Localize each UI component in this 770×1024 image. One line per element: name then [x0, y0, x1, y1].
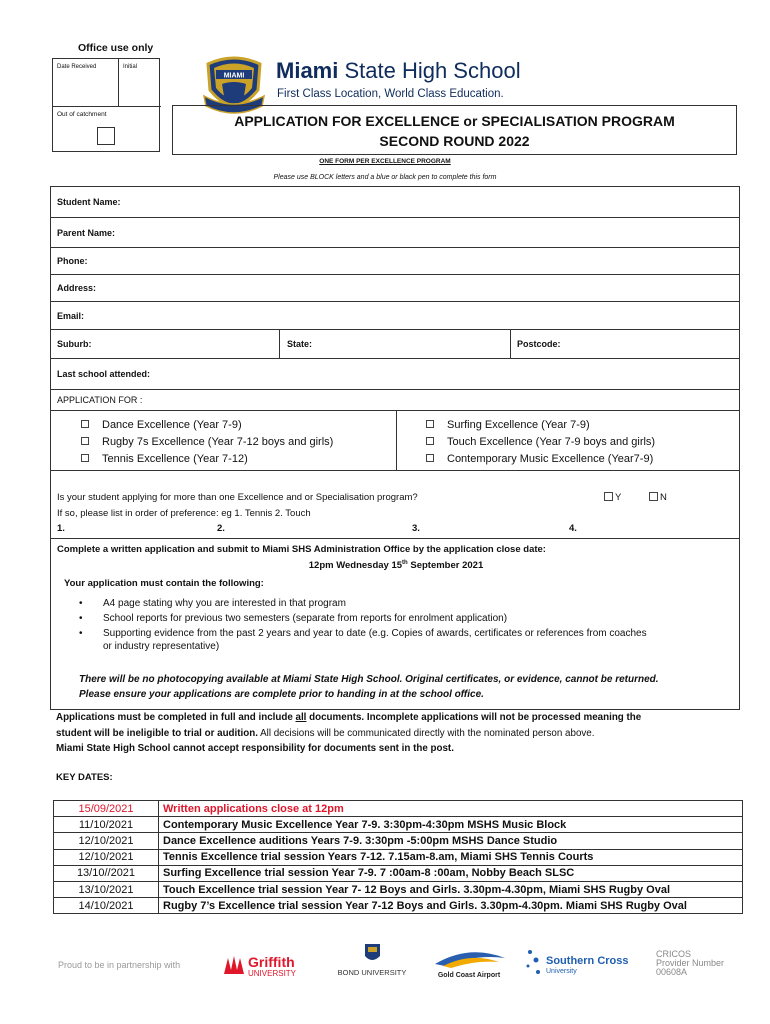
no-option[interactable] — [649, 492, 667, 503]
order-note: If so, please list in order of preference: eg 1. Tennis 2. Touch — [57, 508, 311, 519]
school-tagline: First Class Location, World Class Education. — [277, 88, 504, 100]
form-title-line1: APPLICATION FOR EXCELLENCE or SPECIALISATION PROGRAM — [234, 113, 675, 129]
application-for-row — [51, 390, 739, 411]
suburb-state-postcode-row — [51, 330, 739, 359]
date-cell: 13/10//2021 — [54, 865, 159, 881]
event-cell: Written applications close at 12pm — [159, 801, 743, 817]
checkbox[interactable] — [426, 454, 434, 462]
bond-university-logo — [330, 942, 415, 980]
no-label: N — [660, 492, 667, 503]
applications-note-line3: Miami State High School cannot accept responsibility for documents sent in the post. — [56, 743, 454, 754]
griffith-logo — [222, 950, 317, 980]
last-school-field[interactable] — [51, 359, 739, 390]
email-field[interactable] — [51, 302, 739, 330]
student-name-label: Student Name: — [57, 197, 121, 207]
table-row — [54, 881, 743, 897]
date-received-label: Date Received — [57, 64, 97, 70]
last-school-label: Last school attended: — [57, 369, 151, 379]
preference-3[interactable]: 3. — [412, 523, 420, 534]
checkbox[interactable] — [649, 492, 658, 501]
divider — [396, 411, 397, 471]
contain-heading: Your application must contain the following: — [64, 578, 264, 589]
applications-note-line1 — [56, 710, 746, 726]
multi-program-question: Is your student applying for more than one Excellence and or Specialisation program? — [57, 492, 418, 503]
student-name-field[interactable] — [51, 187, 739, 218]
school-name — [276, 58, 521, 84]
list-item: • School reports for previous two semesters (separate from reports for enrolment application) — [77, 611, 647, 626]
griffith-name: Griffith — [248, 954, 295, 970]
note-text: student will be ineligible to trial or audition. — [56, 727, 258, 739]
form-title-box — [172, 105, 737, 155]
cricos-line3: 00608A — [656, 967, 688, 977]
program-label: Touch Excellence (Year 7-9 boys and girls) — [447, 436, 656, 448]
address-label: Address: — [57, 283, 97, 293]
photocopy-notice: There will be no photocopying available at Miami State High School. Original certificates, or evidence, cannot be returned. — [79, 674, 659, 685]
one-form-note: ONE FORM PER EXCELLENCE PROGRAM — [319, 158, 451, 165]
applications-note-line2 — [56, 726, 746, 742]
program-option-dance[interactable] — [81, 419, 242, 431]
table-row — [54, 817, 743, 833]
applications-note — [56, 710, 746, 757]
divider — [510, 330, 511, 359]
griffith-sub: UNIVERSITY — [248, 969, 297, 978]
program-label: Tennis Excellence (Year 7-12) — [102, 453, 248, 465]
preference-4[interactable]: 4. — [569, 523, 577, 534]
note-text: All decisions will be communicated directly with the nominated person above. — [257, 727, 595, 739]
event-cell: Touch Excellence trial session Year 7- 12 Boys and Girls. 3.30pm-4.30pm, Miami SHS Rugby Oval — [159, 881, 743, 897]
event-cell: Tennis Excellence trial session Years 7-12. 7.15am-8.am, Miami SHS Tennis Courts — [159, 849, 743, 865]
date-cell: 12/10/2021 — [54, 833, 159, 849]
date-cell: 11/10/2021 — [54, 817, 159, 833]
address-field[interactable] — [51, 275, 739, 302]
partnership-text: Proud to be in partnership with — [58, 960, 181, 970]
event-cell: Contemporary Music Excellence Year 7-9. 3:30pm-4:30pm MSHS Music Block — [159, 817, 743, 833]
cricos-line2: Provider Number — [656, 958, 725, 968]
southern-cross-logo — [524, 946, 636, 978]
application-form — [50, 186, 740, 710]
table-row — [54, 833, 743, 849]
gold-coast-airport-logo — [425, 944, 513, 980]
parent-name-label: Parent Name: — [57, 227, 116, 238]
application-for-label: APPLICATION FOR : — [57, 395, 143, 405]
date-cell: 14/10/2021 — [54, 898, 159, 914]
form-title-line2: SECOND ROUND 2022 — [379, 133, 530, 149]
date-cell: 13/10/2021 — [54, 881, 159, 897]
date-cell: 15/09/2021 — [54, 801, 159, 817]
program-option-rugby[interactable] — [81, 436, 333, 448]
event-cell: Surfing Excellence trial session Year 7-9. 7 :00am-8 :00am, Nobby Beach SLSC — [159, 865, 743, 881]
close-date — [51, 560, 741, 571]
close-date-main: 12pm Wednesday 15 — [308, 560, 403, 572]
table-row — [54, 898, 743, 914]
initial-label: Initial — [123, 64, 138, 70]
table-row — [54, 865, 743, 881]
date-received-cell[interactable] — [53, 59, 119, 107]
submit-heading: Complete a written application and submit to Miami SHS Administration Office by the application close date: — [57, 544, 546, 555]
southern-name: Southern Cross — [546, 955, 629, 967]
close-date-suffix: th — [402, 560, 408, 566]
suburb-label: Suburb: — [57, 339, 92, 349]
program-option-tennis[interactable] — [81, 453, 248, 465]
email-label: Email: — [57, 310, 85, 321]
program-option-music[interactable] — [426, 453, 653, 465]
table-row — [54, 801, 743, 817]
phone-field[interactable] — [51, 248, 739, 275]
postcode-label: Postcode: — [517, 339, 561, 349]
school-name-rest: State High School — [338, 58, 521, 83]
preference-2[interactable]: 2. — [217, 523, 225, 534]
out-of-catchment-checkbox[interactable] — [97, 127, 115, 145]
program-option-touch[interactable] — [426, 436, 655, 448]
block-letters-note: Please use BLOCK letters and a blue or black pen to complete this form — [273, 174, 497, 181]
note-text: documents. Incomplete applications will not be processed meaning the — [306, 712, 642, 723]
event-cell: Rugby 7’s Excellence trial session Year 7-12 Boys and Girls. 3.30pm-4.30pm. Miami SHS Rugby Oval — [159, 898, 743, 914]
requirements-continuation: or industry representative) — [103, 641, 220, 652]
list-item: • Supporting evidence from the past 2 years and year to date (e.g. Copies of awards, certificates or references from coaches — [77, 626, 647, 641]
school-name-bold: Miami — [276, 58, 339, 83]
complete-notice: Please ensure your applications are complete prior to handing in at the school office. — [79, 689, 484, 700]
program-label: Surfing Excellence (Year 7-9) — [447, 419, 590, 431]
checkbox[interactable] — [81, 420, 89, 428]
table-row — [54, 849, 743, 865]
note-text: Applications must be completed in full and include — [56, 712, 296, 723]
checkbox[interactable] — [81, 437, 89, 445]
multi-program-row — [51, 471, 739, 539]
office-use-title: Office use only — [78, 42, 154, 54]
checkbox[interactable] — [81, 454, 89, 462]
preference-1[interactable]: 1. — [57, 523, 65, 534]
note-all: all — [295, 712, 307, 723]
checkbox[interactable] — [604, 492, 613, 501]
requirements-list — [77, 596, 647, 641]
cricos-line1: CRICOS — [656, 949, 692, 959]
phone-label: Phone: — [57, 256, 88, 266]
list-item: • A4 page stating why you are interested in that program — [77, 596, 647, 611]
bond-name: BOND UNIVERSITY — [337, 968, 407, 977]
out-of-catchment-label: Out of catchment — [57, 111, 107, 118]
key-dates-title: KEY DATES: — [56, 772, 113, 783]
office-use-box — [52, 58, 160, 152]
program-label: Contemporary Music Excellence (Year7-9) — [447, 453, 654, 465]
state-label: State: — [287, 339, 313, 349]
yes-option[interactable] — [604, 492, 621, 503]
event-cell: Dance Excellence auditions Years 7-9. 3:30pm -5:00pm MSHS Dance Studio — [159, 833, 743, 849]
cricos-info — [656, 950, 746, 977]
divider — [279, 330, 280, 359]
parent-name-field[interactable] — [51, 218, 739, 248]
checkbox[interactable] — [426, 437, 434, 445]
program-label: Dance Excellence (Year 7-9) — [102, 419, 242, 431]
crest-text: MIAMI — [223, 72, 245, 80]
checkbox[interactable] — [426, 420, 434, 428]
date-cell: 12/10/2021 — [54, 849, 159, 865]
yes-label: Y — [615, 492, 622, 503]
program-label: Rugby 7s Excellence (Year 7-12 boys and girls) — [102, 436, 334, 448]
initial-cell[interactable] — [119, 59, 161, 107]
gca-name: Gold Coast Airport — [437, 972, 501, 979]
key-dates-table — [53, 800, 743, 914]
close-date-month: September 2021 — [407, 560, 484, 572]
southern-sub: University — [546, 968, 577, 975]
program-option-surfing[interactable] — [426, 419, 590, 431]
